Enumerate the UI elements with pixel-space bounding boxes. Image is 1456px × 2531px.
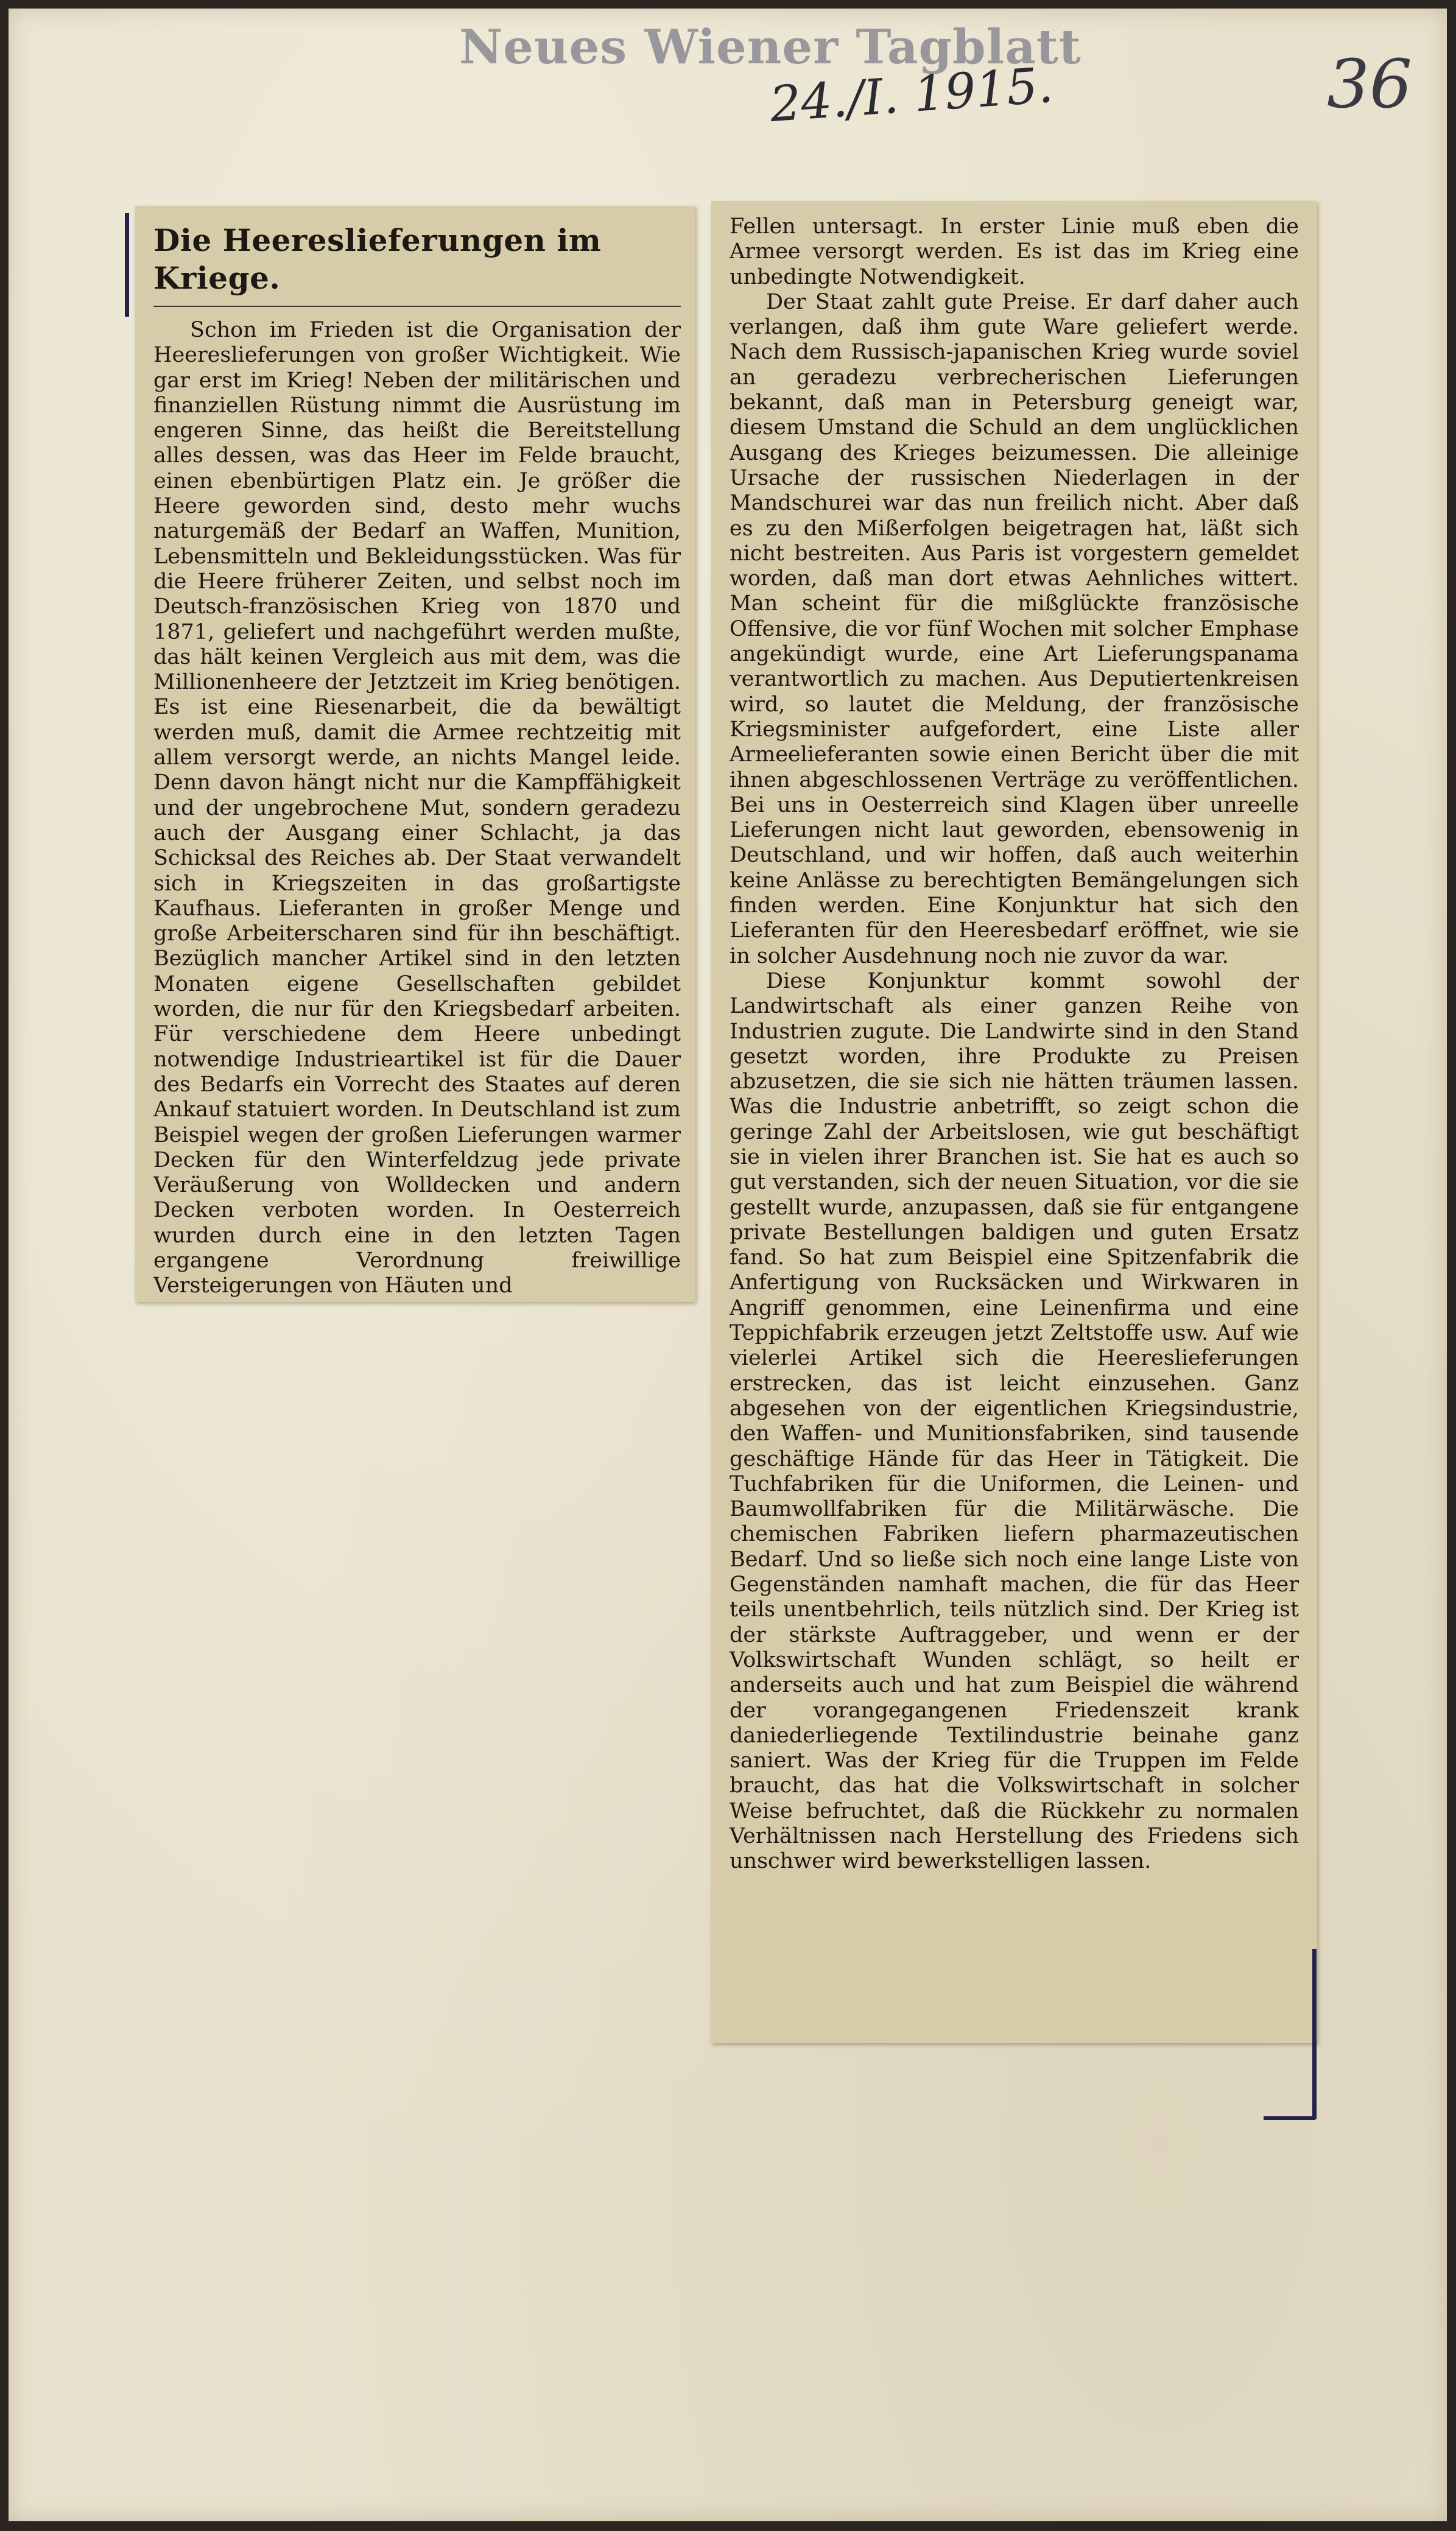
- article-title: Die Heereslieferungen im Kriege.: [153, 222, 681, 307]
- article-paragraph: Fellen untersagt. In erster Linie muß eben die Armee versorgt werden. Es ist das im Krieg eine unbedingte Notwendigkeit.: [730, 214, 1299, 289]
- pen-mark-right-horizontal: [1264, 2116, 1315, 2120]
- handwritten-date: 24./I. 1915.: [768, 56, 1055, 133]
- article-paragraph: Schon im Frieden ist die Organisation der Heereslieferungen von großer Wichtigkeit. Wie gar erst im Krieg! Neben der militärischen und finanziellen Rüstung nimmt die Ausrüstung im engeren Sinne, das heißt die Bereitstellung alles dessen, was das Heer im Felde braucht, einen ebenbürtigen Platz ein. Je größer die Heere geworden sind, desto mehr wuchs naturgemäß der Bedarf an Waffen, Munition, Lebensmitteln und Bekleidungsstücken. Was für die Heere früherer Zeiten, und selbst noch im Deutsch-französischen Krieg von 1870 und 1871, geliefert und nachgeführt werden mußte, das hält keinen Vergleich aus mit dem, was die Millionenheere der Jetztzeit im Krieg benötigen. Es ist eine Riesenarbeit, die da bewältigt werden muß, damit die Armee rechtzeitig mit allem versorgt werde, an nichts Mangel leide. Denn davon hängt nicht nur die Kampffähigkeit und der ungebrochene Mut, sondern geradezu auch der Ausgang einer Schlacht, ja das Schicksal des Reiches ab. Der Staat verwandelt sich in Kriegszeiten in das großartigste Kaufhaus. Lieferanten in großer Menge und große Arbeiterscharen sind für ihn beschäftigt. Bezüglich mancher Artikel sind in den letzten Monaten eigene Gesellschaften gebildet worden, die nur für den Kriegsbedarf arbeiten. Für verschiedene dem Heere unbedingt notwendige Industrieartikel ist für die Dauer des Bedarfs ein Vorrecht des Staates auf deren Ankauf statuiert worden. In Deutschland ist zum Beispiel wegen der großen Lieferungen warmer Decken für den Winterfeldzug jede private Veräußerung von Wolldecken und andern Decken verboten worden. In Oesterreich wurden durch eine in den letzten Tagen ergangene Verordnung freiwillige Versteigerungen von Häuten und: [153, 318, 681, 1298]
- article-paragraph: Diese Konjunktur kommt sowohl der Landwirtschaft als einer ganzen Reihe von Industrien zugute. Die Landwirte sind in den Stand gesetzt worden, ihre Produkte zu Preisen abzusetzen, die sie sich nie hätten träumen lassen. Was die Industrie anbetrifft, so zeigt schon die geringe Zahl der Arbeitslosen, wie gut beschäftigt sie in vielen ihrer Branchen ist. Sie hat es auch so gut verstanden, sich der neuen Situation, vor die sie gestellt wurde, anzupassen, daß sie für entgangene private Bestellungen baldigen und guten Ersatz fand. So hat zum Beispiel eine Spitzenfabrik die Anfertigung von Rucksäcken und Wirkwaren in Angriff genommen, eine Leinenfirma und eine Teppichfabrik erzeugen jetzt Zeltstoffe usw. Auf wie vielerlei Artikel sich die Heereslieferungen erstrecken, das ist leicht einzusehen. Ganz abgesehen von der eigentlichen Kriegsindustrie, den Waffen- und Munitionsfabriken, sind tausende geschäftige Hände für das Heer in Tätigkeit. Die Tuchfabriken für die Uniformen, die Leinen- und Baumwollfabriken für die Militärwäsche. Die chemischen Fabriken liefern pharmazeutischen Bedarf. Und so ließe sich noch eine lange Liste von Gegenständen namhaft machen, die für das Heer teils unentbehrlich, teils nützlich sind. Der Krieg ist der stärkste Auftraggeber, und wenn er der Volkswirtschaft Wunden schlägt, so heilt er anderseits auch und hat zum Beispiel die während der vorangegangenen Friedenszeit krank daniederliegende Textilindustrie beinahe ganz saniert. Was der Krieg für die Truppen im Felde braucht, das hat die Volkswirtschaft in solcher Weise befruchtet, daß die Rückkehr zu normalen Verhältnissen nach Herstellung des Friedens sich unschwer wird bewerkstelligen lassen.: [730, 968, 1299, 1874]
- clipping-right-column: [711, 201, 1317, 2043]
- clipping-left-column: [135, 206, 695, 1302]
- pen-mark-right-vertical: [1312, 1949, 1317, 2119]
- handwritten-page-number: 36: [1327, 45, 1412, 123]
- article-paragraph: Der Staat zahlt gute Preise. Er darf daher auch verlangen, daß ihm gute Ware geliefert werde. Nach dem Russisch-japanischen Krieg wurde soviel an geradezu verbrecherischen Lieferungen bekannt, daß man in Petersburg geneigt war, diesem Umstand die Schuld an dem unglücklichen Ausgang des Krieges beizumessen. Die alleinige Ursache der russischen Niederlagen in der Mandschurei war das nun freilich nicht. Aber daß es zu den Mißerfolgen beigetragen hat, läßt sich nicht bestreiten. Aus Paris ist vorgestern gemeldet worden, daß man dort etwas Aehnliches wittert. Man scheint für die mißglückte französische Offensive, die vor fünf Wochen mit solcher Emphase angekündigt wurde, eine Art Lieferungspanama verantwortlich zu machen. Aus Deputiertenkreisen wird, so lautet die Meldung, der französische Kriegsminister aufgefordert, eine Liste aller Armeelieferanten sowie einen Bericht über die mit ihnen abgeschlossenen Verträge zu veröffentlichen. Bei uns in Oesterreich sind Klagen über unreelle Lieferungen nicht laut geworden, ebensowenig in Deutschland, und wir hoffen, daß auch weiterhin keine Anlässe zu berechtigten Bemängelungen sich finden werden. Eine Konjunktur hat sich den Lieferanten für den Heeresbedarf eröffnet, wie sie in solcher Ausdehnung noch nie zuvor da war.: [730, 289, 1299, 968]
- newspaper-stamp: Neues Wiener Tagblatt: [459, 19, 1081, 75]
- pen-mark-left: [125, 213, 129, 317]
